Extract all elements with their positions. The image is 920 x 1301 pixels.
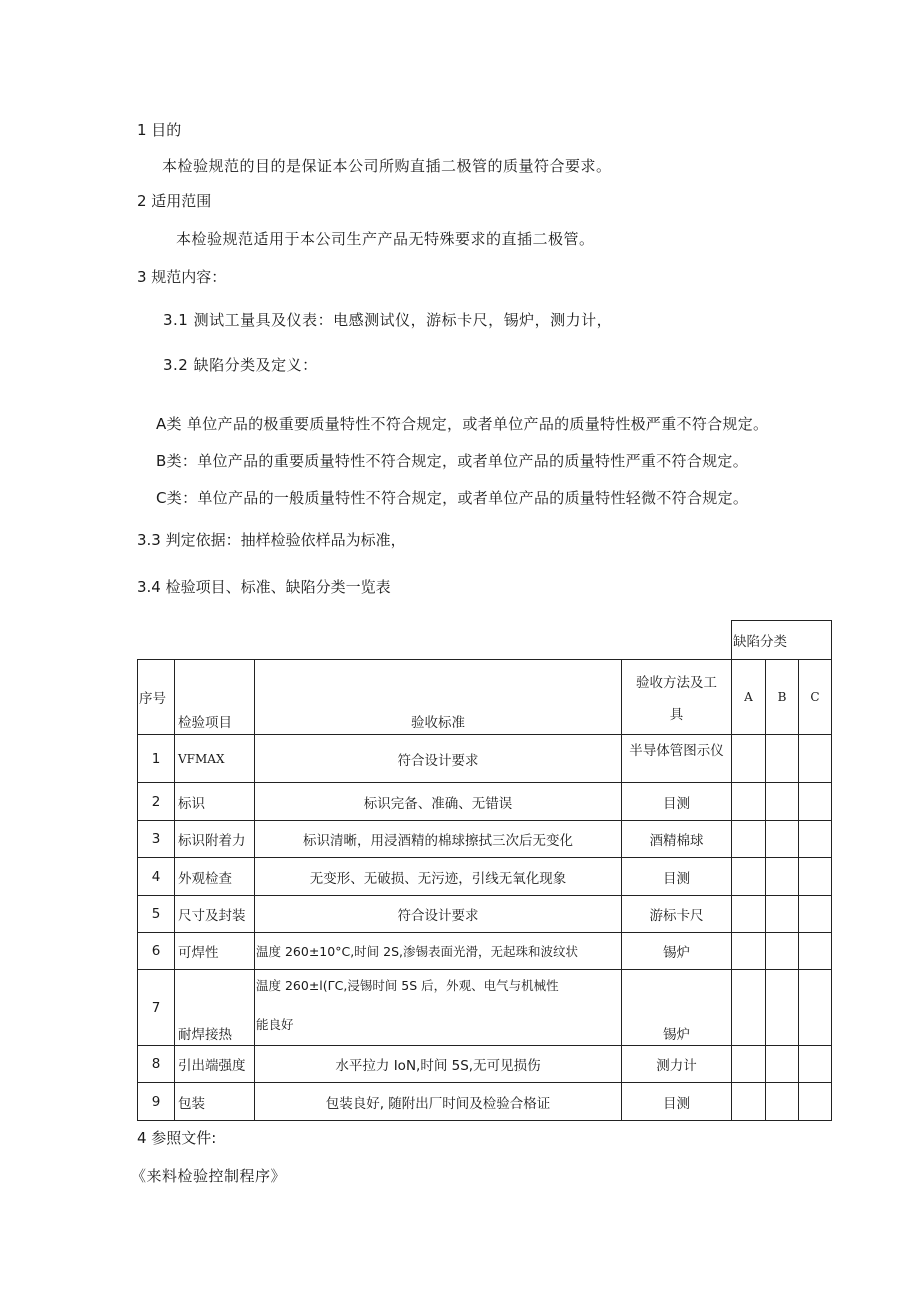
table-top-row (138, 621, 832, 660)
class-a-definition: A类 单位产品的极重要质量特性不符合规定，或者单位产品的质量特性极严重不符合规定。 (156, 415, 769, 433)
row-method: 游标卡尺 (622, 896, 732, 933)
row-method: 酒精棉球 (622, 821, 732, 858)
section-4-reference: 《来料检验控制程序》 (131, 1167, 287, 1185)
row-no: 9 (138, 1083, 175, 1121)
table-row (138, 783, 832, 821)
table-row (138, 896, 832, 933)
section-4-title: 4 参照文件: (137, 1129, 217, 1147)
header-method-line2: 具 (669, 707, 684, 723)
row-item: VFMAX (175, 735, 255, 783)
cell-b (766, 858, 799, 896)
row-item: 标识附着力 (175, 821, 255, 858)
table-row (138, 858, 832, 896)
table-row (138, 933, 832, 970)
table-row (138, 970, 832, 1046)
cell-c (799, 1046, 832, 1083)
cell-c (799, 896, 832, 933)
header-method-line1: 验收方法及工 (636, 675, 717, 691)
row-standard: 符合设计要求 (255, 735, 622, 783)
cell-c (799, 821, 832, 858)
table-row (138, 1083, 832, 1121)
cell-a (732, 970, 766, 1046)
section-3-4: 3.4 检验项目、标准、缺陷分类一览表 (137, 578, 391, 596)
header-item: 检验项目 (175, 660, 255, 735)
defect-class-header: 缺陷分类 (732, 621, 832, 660)
row-no: 5 (138, 896, 175, 933)
row-method: 锡炉 (622, 933, 732, 970)
header-method (622, 660, 732, 735)
row-standard: 无变形、无破损、无污迹，引线无氧化现象 (255, 858, 622, 896)
row-standard: 标识清晰，用浸酒精的棉球擦拭三次后无变化 (255, 821, 622, 858)
row-method: 目测 (622, 783, 732, 821)
cell-c (799, 735, 832, 783)
row-item: 尺寸及封装 (175, 896, 255, 933)
cell-b (766, 735, 799, 783)
row-item: 耐焊接热 (175, 970, 255, 1046)
cell-b (766, 896, 799, 933)
header-no: 序号 (138, 660, 175, 735)
cell-a (732, 821, 766, 858)
table-row (138, 735, 832, 783)
cell-a (732, 858, 766, 896)
class-c-definition: C类：单位产品的一般质量特性不符合规定，或者单位产品的质量特性轻微不符合规定。 (156, 489, 749, 507)
table-row (138, 821, 832, 858)
row-no: 3 (138, 821, 175, 858)
table-header-row (138, 660, 832, 735)
row-item: 外观检查 (175, 858, 255, 896)
row-standard: 包装良好, 随附出厂时间及检验合格证 (255, 1083, 622, 1121)
row-no: 7 (138, 970, 175, 1046)
row-standard (255, 970, 622, 1046)
row-method: 半导体管图示仪 (622, 735, 732, 783)
cell-c (799, 783, 832, 821)
section-3-2: 3.2 缺陷分类及定义： (163, 356, 318, 374)
inspection-table (137, 620, 832, 1121)
header-b: B (766, 660, 799, 735)
cell-a (732, 1046, 766, 1083)
row-method: 测力计 (622, 1046, 732, 1083)
cell-b (766, 970, 799, 1046)
cell-a (732, 1083, 766, 1121)
header-standard: 验收标准 (255, 660, 622, 735)
cell-a (732, 783, 766, 821)
section-2-title: 2 适用范围 (137, 192, 212, 210)
cell-b (766, 933, 799, 970)
row-method: 目测 (622, 1083, 732, 1121)
class-b-definition: B类：单位产品的重要质量特性不符合规定，或者单位产品的质量特性严重不符合规定。 (156, 452, 748, 470)
cell-b (766, 783, 799, 821)
cell-b (766, 821, 799, 858)
row-item: 标识 (175, 783, 255, 821)
cell-c (799, 858, 832, 896)
row-method: 目测 (622, 858, 732, 896)
row-method: 锡炉 (622, 970, 732, 1046)
row-standard: 标识完备、准确、无错误 (255, 783, 622, 821)
section-3-1: 3.1 测试工量具及仪表：电感测试仪，游标卡尺，锡炉，测力计， (163, 311, 613, 329)
row-standard-line2: 能良好 (256, 1017, 294, 1032)
row-no: 4 (138, 858, 175, 896)
row-item: 包装 (175, 1083, 255, 1121)
row-item: 可焊性 (175, 933, 255, 970)
cell-a (732, 896, 766, 933)
table-row (138, 1046, 832, 1083)
cell-b (766, 1083, 799, 1121)
section-2-body: 本检验规范适用于本公司生产产品无特殊要求的直插二极管。 (176, 230, 595, 248)
cell-c (799, 933, 832, 970)
row-no: 1 (138, 735, 175, 783)
cell-a (732, 735, 766, 783)
row-no: 6 (138, 933, 175, 970)
cell-c (799, 1083, 832, 1121)
row-no: 8 (138, 1046, 175, 1083)
section-3-3: 3.3 判定依据：抽样检验依样品为标准， (137, 531, 406, 549)
cell-a (732, 933, 766, 970)
row-no: 2 (138, 783, 175, 821)
row-standard: 水平拉力 IoN,时间 5S,无可见损伤 (255, 1046, 622, 1083)
header-c: C (799, 660, 832, 735)
header-a: A (732, 660, 766, 735)
section-1-body: 本检验规范的目的是保证本公司所购直插二极管的质量符合要求。 (162, 157, 612, 175)
section-1-title: 1 目的 (137, 121, 182, 139)
row-standard: 符合设计要求 (255, 896, 622, 933)
cell-b (766, 1046, 799, 1083)
cell-c (799, 970, 832, 1046)
row-standard-line1: 温度 260±l(ΓC,浸锡时间 5S 后，外观、电气与机械性 (256, 978, 559, 993)
section-3-title: 3 规范内容： (137, 268, 227, 286)
row-standard: 温度 260±10°C,时间 2S,渗锡表面光滑，无起珠和波纹状 (255, 933, 622, 970)
row-item: 引出端强度 (175, 1046, 255, 1083)
